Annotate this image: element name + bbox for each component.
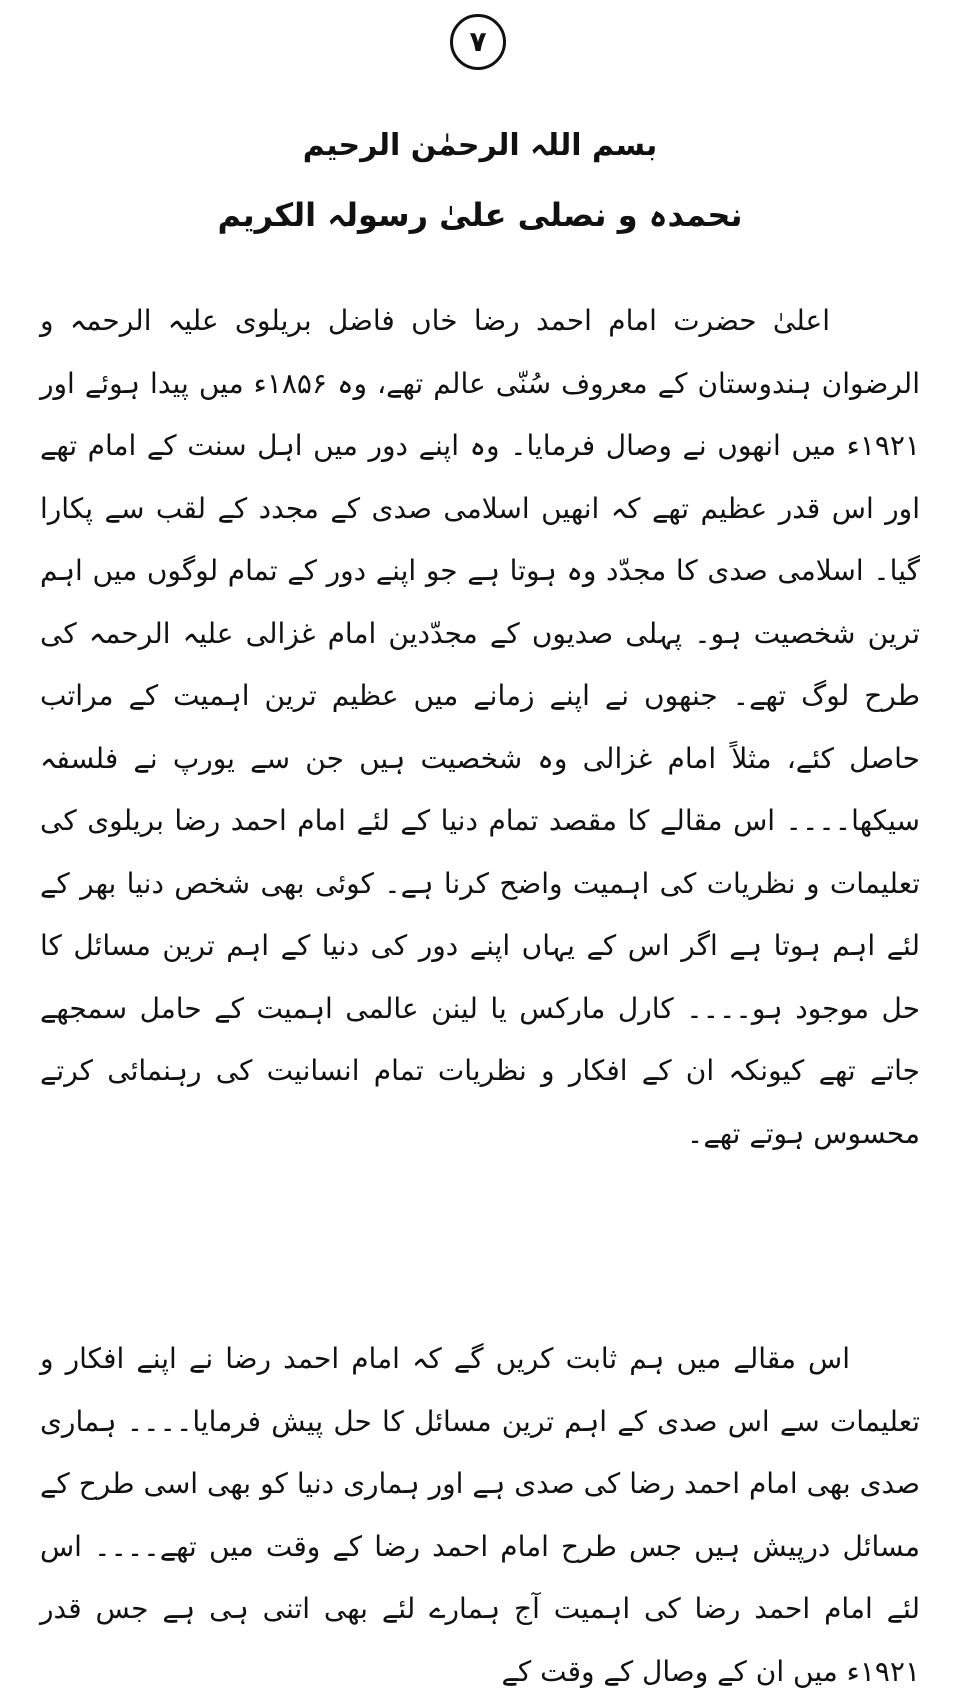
page-number-circle (450, 14, 506, 70)
body-paragraph-1: اعلیٰ حضرت امام احمد رضا خاں فاضل بریلوی علیہ الرحمہ و الرضوان ہندوستان کے معروف سُنّی عالم تھے، وہ ۱۸۵۶ء میں پیدا ہوئے اور ۱۹۲۱ء میں انھوں نے وصال فرمایا۔ وہ اپنے دور میں اہل سنت کے امام تھے اور اس قدر عظیم تھے کہ انھیں اسلامی صدی کے مجدد کے لقب سے پکارا گیا۔ اسلامی صدی کا مجدّد وہ ہوتا ہے جو اپنے دور کے تمام لوگوں میں اہم ترین شخصیت ہو۔ پہلی صدیوں کے مجدّدین امام غزالی علیہ الرحمہ کی طرح لوگ تھے۔ جنھوں نے اپنے زمانے میں عظیم ترین اہمیت کے مراتب حاصل کئے، مثلاً امام غزالی وہ شخصیت ہیں جن سے یورپ نے فلسفہ سیکھا۔۔۔۔ اس مقالے کا مقصد تمام دنیا کے لئے امام احمد رضا بریلوی کی تعلیمات و نظریات کی اہمیت واضح کرنا ہے۔ کوئی بھی شخص دنیا بھر کے لئے اہم ہوتا ہے اگر اس کے یہاں اپنے دور کی دنیا کے اہم ترین مسائل کا حل موجود ہو۔۔۔۔ کارل مارکس یا لینن عالمی اہمیت کے حامل سمجھے جاتے تھے کیونکہ ان کے افکار و نظریات تمام انسانیت کی رہنمائی کرتے محسوس ہوتے تھے۔ (40, 304, 920, 1150)
basmala-heading: بسم اللہ الرحمٰن الرحیم (302, 128, 658, 163)
page-number: ٧ (469, 25, 487, 58)
praise-heading: نحمدہ و نصلی علیٰ رسولہ الکریم (217, 196, 743, 234)
body-paragraph-2: اس مقالے میں ہم ثابت کریں گے کہ امام احمد رضا نے اپنے افکار و تعلیمات سے اس صدی کے اہم ترین مسائل کا حل پیش فرمایا۔۔۔۔ ہماری صدی بھی امام احمد رضا کی صدی ہے اور ہماری دنیا کو بھی اسی طرح کے مسائل درپیش ہیں جس طرح امام احمد رضا کے وقت میں تھے۔۔۔۔ اس لئے امام احمد رضا کی اہمیت آج ہمارے لئے بھی اتنی ہی ہے جس قدر ۱۹۲۱ء میں ان کے وصال کے وقت کے (40, 1342, 920, 1688)
